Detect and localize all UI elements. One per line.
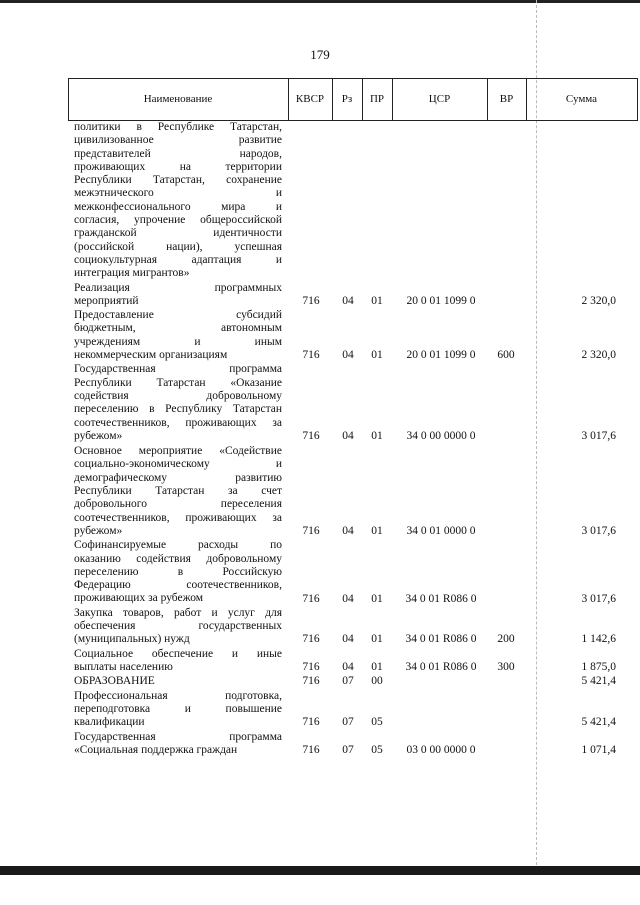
header-csr: ЦСР (428, 93, 451, 105)
row-name-line: соотечественников, проживающих за (74, 511, 282, 524)
row-vr: 600 (497, 349, 515, 362)
row-name-line: квалификации (74, 716, 145, 729)
row-name-line: Реализация программных (74, 281, 282, 294)
row-name-line: ОБРАЗОВАНИЕ (74, 675, 155, 688)
row-name (74, 675, 282, 688)
row-name-line: рубежом» (74, 429, 123, 442)
row-name (74, 445, 282, 538)
header-name: Наименование (143, 93, 213, 105)
row-name-line: Республики Татарстан за счет (74, 485, 282, 498)
header-kvsr: КВСР (295, 93, 325, 105)
row-name-line: оказанию содействия добровольному (74, 552, 282, 565)
row-kvsr: 716 (302, 429, 320, 442)
row-name-line: соотечественников, проживающих за (74, 416, 282, 429)
row-pr: 01 (371, 429, 383, 442)
row-name-line: Социальное обеспечение и иные (74, 647, 282, 660)
row-pr: 01 (371, 592, 383, 605)
row-pr: 01 (371, 661, 383, 673)
row-sum: 5 421,4 (581, 716, 616, 729)
row-name (74, 121, 282, 281)
header-pr: ПР (369, 93, 385, 105)
row-name-line: проживающих за рубежом (74, 592, 204, 605)
row-name-line: Предоставление субсидий (74, 309, 282, 322)
row-csr: 34 0 01 R086 0 (405, 592, 477, 605)
row-csr: 34 0 01 R086 0 (405, 633, 477, 646)
row-rz: 07 (342, 743, 354, 756)
row-name-line: некоммерческим организациям (74, 349, 228, 362)
row-kvsr: 716 (302, 743, 320, 756)
row-rz: 07 (342, 716, 354, 729)
row-pr: 01 (371, 294, 383, 307)
row-name-line: переподготовка и повышение (74, 702, 282, 715)
row-name-line: «Социальная поддержка граждан (74, 743, 238, 756)
row-name (74, 363, 282, 443)
row-name-line: межэтнического и (74, 187, 282, 200)
row-name-line: бюджетным, автономным (74, 322, 282, 335)
row-name-line: социально-экономическому и (74, 458, 282, 471)
row-name-line: (муниципальных) нужд (74, 633, 190, 646)
row-rz: 04 (342, 429, 354, 442)
row-sum: 2 320,0 (581, 294, 616, 307)
row-sum: 3 017,6 (581, 429, 616, 442)
page-number: 179 (310, 47, 330, 62)
row-name (74, 539, 282, 605)
col-divider (637, 78, 638, 120)
row-name-line: согласия, упрочение общероссийской (74, 214, 282, 227)
page-bottom-edge (0, 866, 640, 875)
row-vr: 300 (497, 661, 515, 673)
row-vr: 200 (497, 633, 515, 646)
row-kvsr: 716 (302, 294, 320, 307)
row-name-line: социокультурная адаптация и (74, 253, 282, 266)
row-name-line: межконфессионального мира и (74, 200, 282, 213)
row-name-line: Профессиональная подготовка, (74, 689, 282, 702)
row-name (74, 309, 282, 362)
row-pr: 01 (371, 525, 383, 537)
row-name-line: цивилизованное развитие (74, 134, 282, 147)
row-kvsr: 716 (302, 675, 320, 688)
row-name-line: Государственная программа (74, 730, 282, 743)
row-csr: 34 0 01 R086 0 (405, 661, 477, 673)
row-pr: 00 (371, 675, 383, 688)
row-pr: 05 (371, 716, 383, 729)
row-kvsr: 716 (302, 525, 320, 537)
row-name-line: политики в Республике Татарстан, (74, 121, 282, 133)
row-name-line: Основное мероприятие «Содействие (74, 445, 282, 458)
row-sum: 1 875,0 (581, 661, 616, 673)
row-kvsr: 716 (302, 633, 320, 646)
row-name-line: Республики Татарстан «Оказание (74, 376, 282, 389)
row-name-line: содействия добровольному (74, 389, 282, 402)
row-rz: 04 (342, 525, 354, 537)
row-csr: 20 0 01 1099 0 (406, 349, 476, 362)
row-name (74, 648, 282, 675)
row-name-line: мероприятий (74, 294, 139, 307)
row-rz: 04 (342, 294, 354, 307)
row-name-line: Федерацию соотечественников, (74, 579, 282, 592)
row-name-line: интеграция мигрантов» (74, 267, 190, 280)
header-rz: Рз (341, 93, 353, 105)
row-name-line: Закупка товаров, работ и услуг для (74, 606, 282, 619)
row-sum: 1 142,6 (581, 633, 616, 646)
row-sum: 3 017,6 (581, 592, 616, 605)
row-name-line: проживающих на территории (74, 160, 282, 173)
row-kvsr: 716 (302, 592, 320, 605)
row-name (74, 282, 282, 309)
row-name (74, 731, 282, 758)
row-kvsr: 716 (302, 661, 320, 673)
row-name-line: учреждениям и иным (74, 335, 282, 348)
row-name-line: переселению в Республику Татарстан (74, 403, 282, 416)
row-sum: 2 320,0 (581, 349, 616, 362)
row-csr: 34 0 00 0000 0 (406, 429, 476, 442)
row-name-line: рубежом» (74, 524, 123, 537)
row-sum: 1 071,4 (581, 743, 616, 756)
row-pr: 01 (371, 349, 383, 362)
row-pr: 05 (371, 743, 383, 756)
row-name-line: Республики Татарстан, сохранение (74, 174, 282, 187)
row-name-line: демографическому развитию (74, 471, 282, 484)
row-rz: 04 (342, 592, 354, 605)
row-sum: 5 421,4 (581, 675, 616, 688)
row-pr: 01 (371, 633, 383, 646)
row-rz: 04 (342, 661, 354, 673)
row-csr: 34 0 01 0000 0 (406, 525, 476, 537)
row-kvsr: 716 (302, 716, 320, 729)
row-name-line: представителей народов, (74, 147, 282, 160)
row-name-line: обеспечения государственных (74, 620, 282, 633)
row-name-line: гражданской идентичности (74, 227, 282, 240)
header-vr: ВР (499, 93, 514, 105)
row-kvsr: 716 (302, 349, 320, 362)
row-rz: 04 (342, 349, 354, 362)
row-name (74, 607, 282, 647)
row-rz: 07 (342, 675, 354, 688)
row-name-line: переселению в Российскую (74, 565, 282, 578)
row-sum: 3 017,6 (581, 525, 616, 537)
row-name-line: (российской нации), успешная (74, 240, 282, 253)
row-name (74, 690, 282, 730)
row-name-line: Государственная программа (74, 363, 282, 376)
row-name-line: добровольного переселения (74, 498, 282, 511)
row-csr: 03 0 00 0000 0 (406, 743, 476, 756)
row-csr: 20 0 01 1099 0 (406, 294, 476, 307)
header-sum: Сумма (565, 93, 598, 105)
row-rz: 04 (342, 633, 354, 646)
row-name-line: выплаты населению (74, 660, 173, 673)
page-top-edge (0, 0, 640, 3)
row-name-line: Софинансируемые расходы по (74, 539, 282, 552)
